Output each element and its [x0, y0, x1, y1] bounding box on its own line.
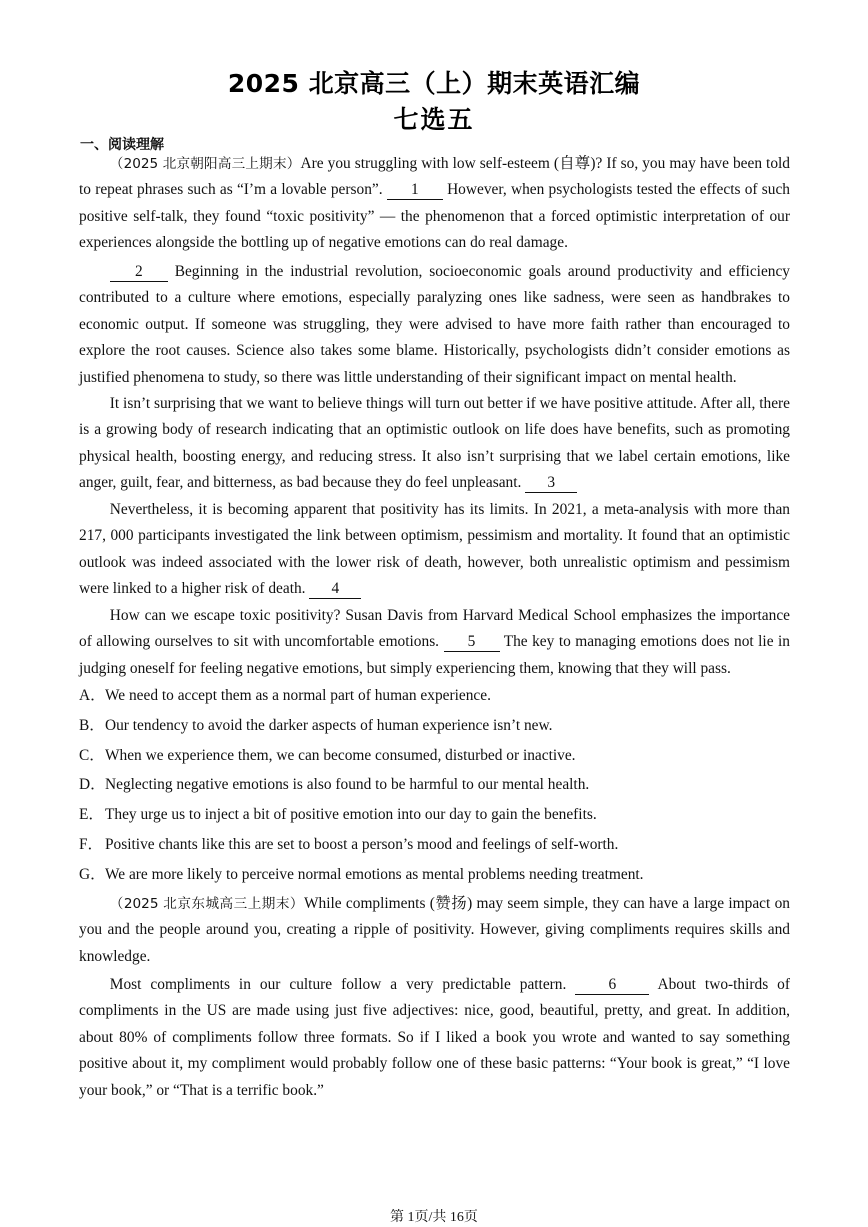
passage1-paragraph5: [79, 603, 790, 682]
option-text: They urge us to inject a bit of positive emotion into our day to gain the benefits.: [105, 806, 597, 824]
blank-6: 6: [575, 976, 649, 995]
option-d: [79, 772, 790, 802]
passage1-paragraph1: [79, 151, 790, 257]
blank-5: 5: [444, 633, 500, 652]
option-c: [79, 743, 790, 773]
blank-1: 1: [387, 181, 443, 200]
option-text: We are more likely to perceive normal emotions as mental problems needing treatment.: [105, 865, 644, 883]
option-text: When we experience them, we can become consumed, disturbed or inactive.: [105, 746, 576, 764]
page-title: 2025 北京高三（上）期末英语汇编: [227, 69, 641, 98]
blank-3: 3: [525, 474, 577, 493]
page-footer: 第 1页/共 16页: [390, 1210, 478, 1225]
passage1-p1-text-b: However, when psychologists tested the effects of such positive self-talk, they found “toxic positivity” — the phenomenon that a forced optimistic interpretation of our experiences alongside the bottling up of negative emotions can do real damage.: [79, 181, 790, 252]
answer-options: [79, 683, 790, 892]
option-letter: F．: [79, 835, 103, 853]
passage2-paragraph2: [79, 972, 790, 1104]
option-text: We need to accept them as a normal part of human experience.: [105, 687, 491, 704]
option-text: Our tendency to avoid the darker aspects of human experience isn’t new.: [105, 716, 553, 734]
passage1-p2-text: Beginning in the industrial revolution, socioeconomic goals around productivity and efficiency contributed to a culture where emotions, especially paralyzing ones like sadness, were seen as handbrakes to economic output. If someone was struggling, they were advised to have more faith rather than encouraged to explore the root causes. Science also takes some blame. Historically, psychologists didn’t consider emotions as justified phenomena to study, so there was little understanding of their significant impact on mental health.: [79, 263, 790, 386]
option-letter: A．: [79, 687, 106, 704]
passage1-p1-text-a: Are you struggling with low self-esteem (自尊)? If so, you may have been told to repeat phrases such as “I’m a lovable person”.: [79, 155, 790, 199]
passage2-p2-text-a: Most compliments in our culture follow a very predictable pattern.: [109, 976, 576, 993]
option-g: [79, 862, 790, 892]
passage1-p4-text: Nevertheless, it is becoming apparent that positivity has its limits. In 2021, a meta-analysis with more than 217, 000 participants investigated the link between optimism, pessimism and mortality. It found that an optimistic outlook was indeed associated with the lower risk of death, however, both unrealistic optimism and pessimism were linked to a higher risk of death.: [79, 501, 790, 598]
passage1-source: （2025 北京朝阳高三上期末）: [109, 156, 301, 172]
passage1-p5-text-a: How can we escape toxic positivity? Susan Davis from Harvard Medical School emphasizes the importance of allowing ourselves to sit with uncomfortable emotions.: [79, 607, 790, 651]
passage1-paragraph4: [79, 497, 790, 603]
option-letter: D．: [79, 776, 106, 794]
option-letter: G．: [79, 865, 106, 883]
passage1-p3-text: It isn’t surprising that we want to believe things will turn out better if we have positive attitude. After all, there is a growing body of research indicating that an optimistic outlook on life does have benefits, such as promoting physical health, boosting energy, and reducing stress. It also isn’t surprising that we label certain emotions, like anger, guilt, fear, and bitterness, as bad because they do feel unpleasant.: [79, 395, 790, 492]
passage2-p2-text-b: About two-thirds of compliments in the US are made using just five adjectives: nice, good, beautiful, pretty, and great. In addition, about 80% of compliments follow three formats. So if I liked a book you wrote and wanted to say something positive about it, my compliment would probably follow one of these basic patterns: “Your book is great,” “I love your book,” or “That is a terrific book.”: [79, 976, 790, 1099]
section-heading: 一、阅读理解: [80, 137, 164, 153]
passage2-paragraph1: [79, 891, 790, 970]
option-e: [79, 802, 790, 832]
option-text: Neglecting negative emotions is also found to be harmful to our mental health.: [105, 776, 590, 794]
passage2-p1-text: While compliments (赞扬) may seem simple, they can have a large impact on you and the people around you, creating a ripple of positivity. However, giving compliments requires skills and knowledge.: [79, 895, 790, 965]
passage1-p5-text-b: The key to managing emotions does not lie in judging oneself for feeling negative emotions, but simply experiencing them, knowing that they will pass.: [79, 633, 790, 677]
page-subtitle: 七选五: [393, 105, 475, 134]
passage2-source: （2025 北京东城高三上期末）: [109, 896, 304, 912]
blank-4: 4: [309, 580, 361, 599]
option-a: [79, 683, 790, 713]
blank-2: 2: [110, 263, 168, 282]
passage1-paragraph3: [79, 391, 790, 497]
option-f: [79, 832, 790, 862]
option-letter: E．: [79, 806, 104, 824]
passage1-paragraph2: [79, 259, 790, 391]
option-text: Positive chants like this are set to boost a person’s mood and feelings of self-worth.: [105, 835, 619, 853]
option-letter: C．: [79, 746, 105, 764]
option-letter: B．: [79, 716, 105, 734]
option-b: [79, 713, 790, 743]
